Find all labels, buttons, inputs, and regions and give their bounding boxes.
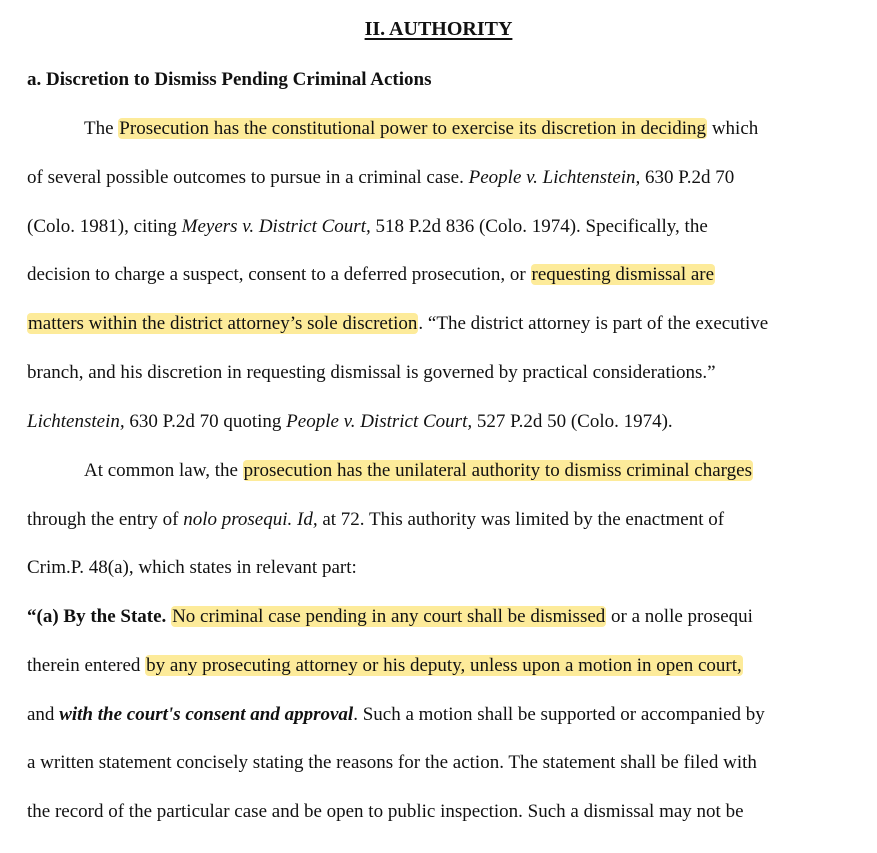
section-title: II. AUTHORITY [364, 18, 513, 40]
highlighted-text: prosecution has the unilateral authority to dismiss criminal charges [243, 460, 752, 481]
body-text-segment: therein entered [27, 655, 146, 676]
body-text-segment: of several possible outcomes to pursue in a criminal case. [27, 167, 469, 188]
highlighted-text: No criminal case pending in any court shall be dismissed [172, 606, 606, 627]
text-line [84, 459, 753, 483]
highlighted-text: Prosecution has the constitutional power to exercise its discretion in deciding [119, 118, 707, 139]
body-text-segment: . “The district attorney is part of the executive [418, 313, 769, 334]
body-text-segment: decision to charge a suspect, consent to a deferred prosecution, or [27, 264, 531, 285]
text-line [27, 800, 744, 824]
body-text-segment: . Such a motion shall be supported or accompanied by [353, 704, 765, 725]
text-line [27, 410, 673, 434]
text-line [84, 117, 758, 141]
text-line [27, 508, 724, 532]
bold-text: “(a) By the State. [27, 606, 167, 627]
text-line [27, 361, 716, 385]
subheading: a. Discretion to Dismiss Pending Criminal Actions [27, 69, 432, 90]
body-text-segment: branch, and his discretion in requesting dismissal is governed by practical considerations.” [27, 362, 716, 383]
citation-text: Lichtenstein, [27, 411, 125, 432]
body-text-segment: Crim.P. 48(a), which states in relevant part: [27, 557, 357, 578]
emphasis-text: with the court's consent and approval [59, 704, 354, 725]
highlighted-text: matters within the district attorney’s sole discretion [28, 313, 418, 334]
body-text-segment: 527 P.2d 50 (Colo. 1974). [472, 411, 673, 432]
body-text-segment: at 72. This authority was limited by the enactment of [317, 509, 725, 530]
body-text-segment: or a nolle prosequi [606, 606, 753, 627]
body-text-segment: 518 P.2d 836 (Colo. 1974). Specifically, the [370, 216, 708, 237]
highlighted-text: by any prosecuting attorney or his deputy, unless upon a motion in open court, [146, 655, 742, 676]
text-line [27, 751, 757, 775]
text-line [27, 556, 357, 580]
citation-text: People v. District Court, [286, 411, 473, 432]
citation-text: Meyers v. District Court, [181, 216, 371, 237]
text-line [27, 605, 753, 629]
text-line [27, 215, 708, 239]
body-text-segment: 630 P.2d 70 [640, 167, 735, 188]
text-line [27, 263, 715, 287]
text-line [27, 166, 734, 190]
body-text-segment: (Colo. 1981), citing [27, 216, 182, 237]
text-line [27, 312, 768, 336]
body-text-segment: The [84, 118, 119, 139]
highlighted-text: requesting dismissal are [531, 264, 715, 285]
citation-text: nolo prosequi. Id, [183, 509, 318, 530]
body-text-segment: and [27, 704, 60, 725]
body-text-segment: through the entry of [27, 509, 184, 530]
body-text-segment: At common law, the [84, 460, 243, 481]
text-line [27, 703, 765, 727]
body-text-segment: a written statement concisely stating the reasons for the action. The statement shall be filed with [27, 752, 757, 773]
body-text-segment: 630 P.2d 70 quoting [124, 411, 287, 432]
text-line [27, 654, 743, 678]
citation-text: People v. Lichtenstein, [468, 167, 641, 188]
body-text-segment: which [707, 118, 759, 139]
body-text-segment: the record of the particular case and be open to public inspection. Such a dismissal may not be [27, 801, 744, 822]
